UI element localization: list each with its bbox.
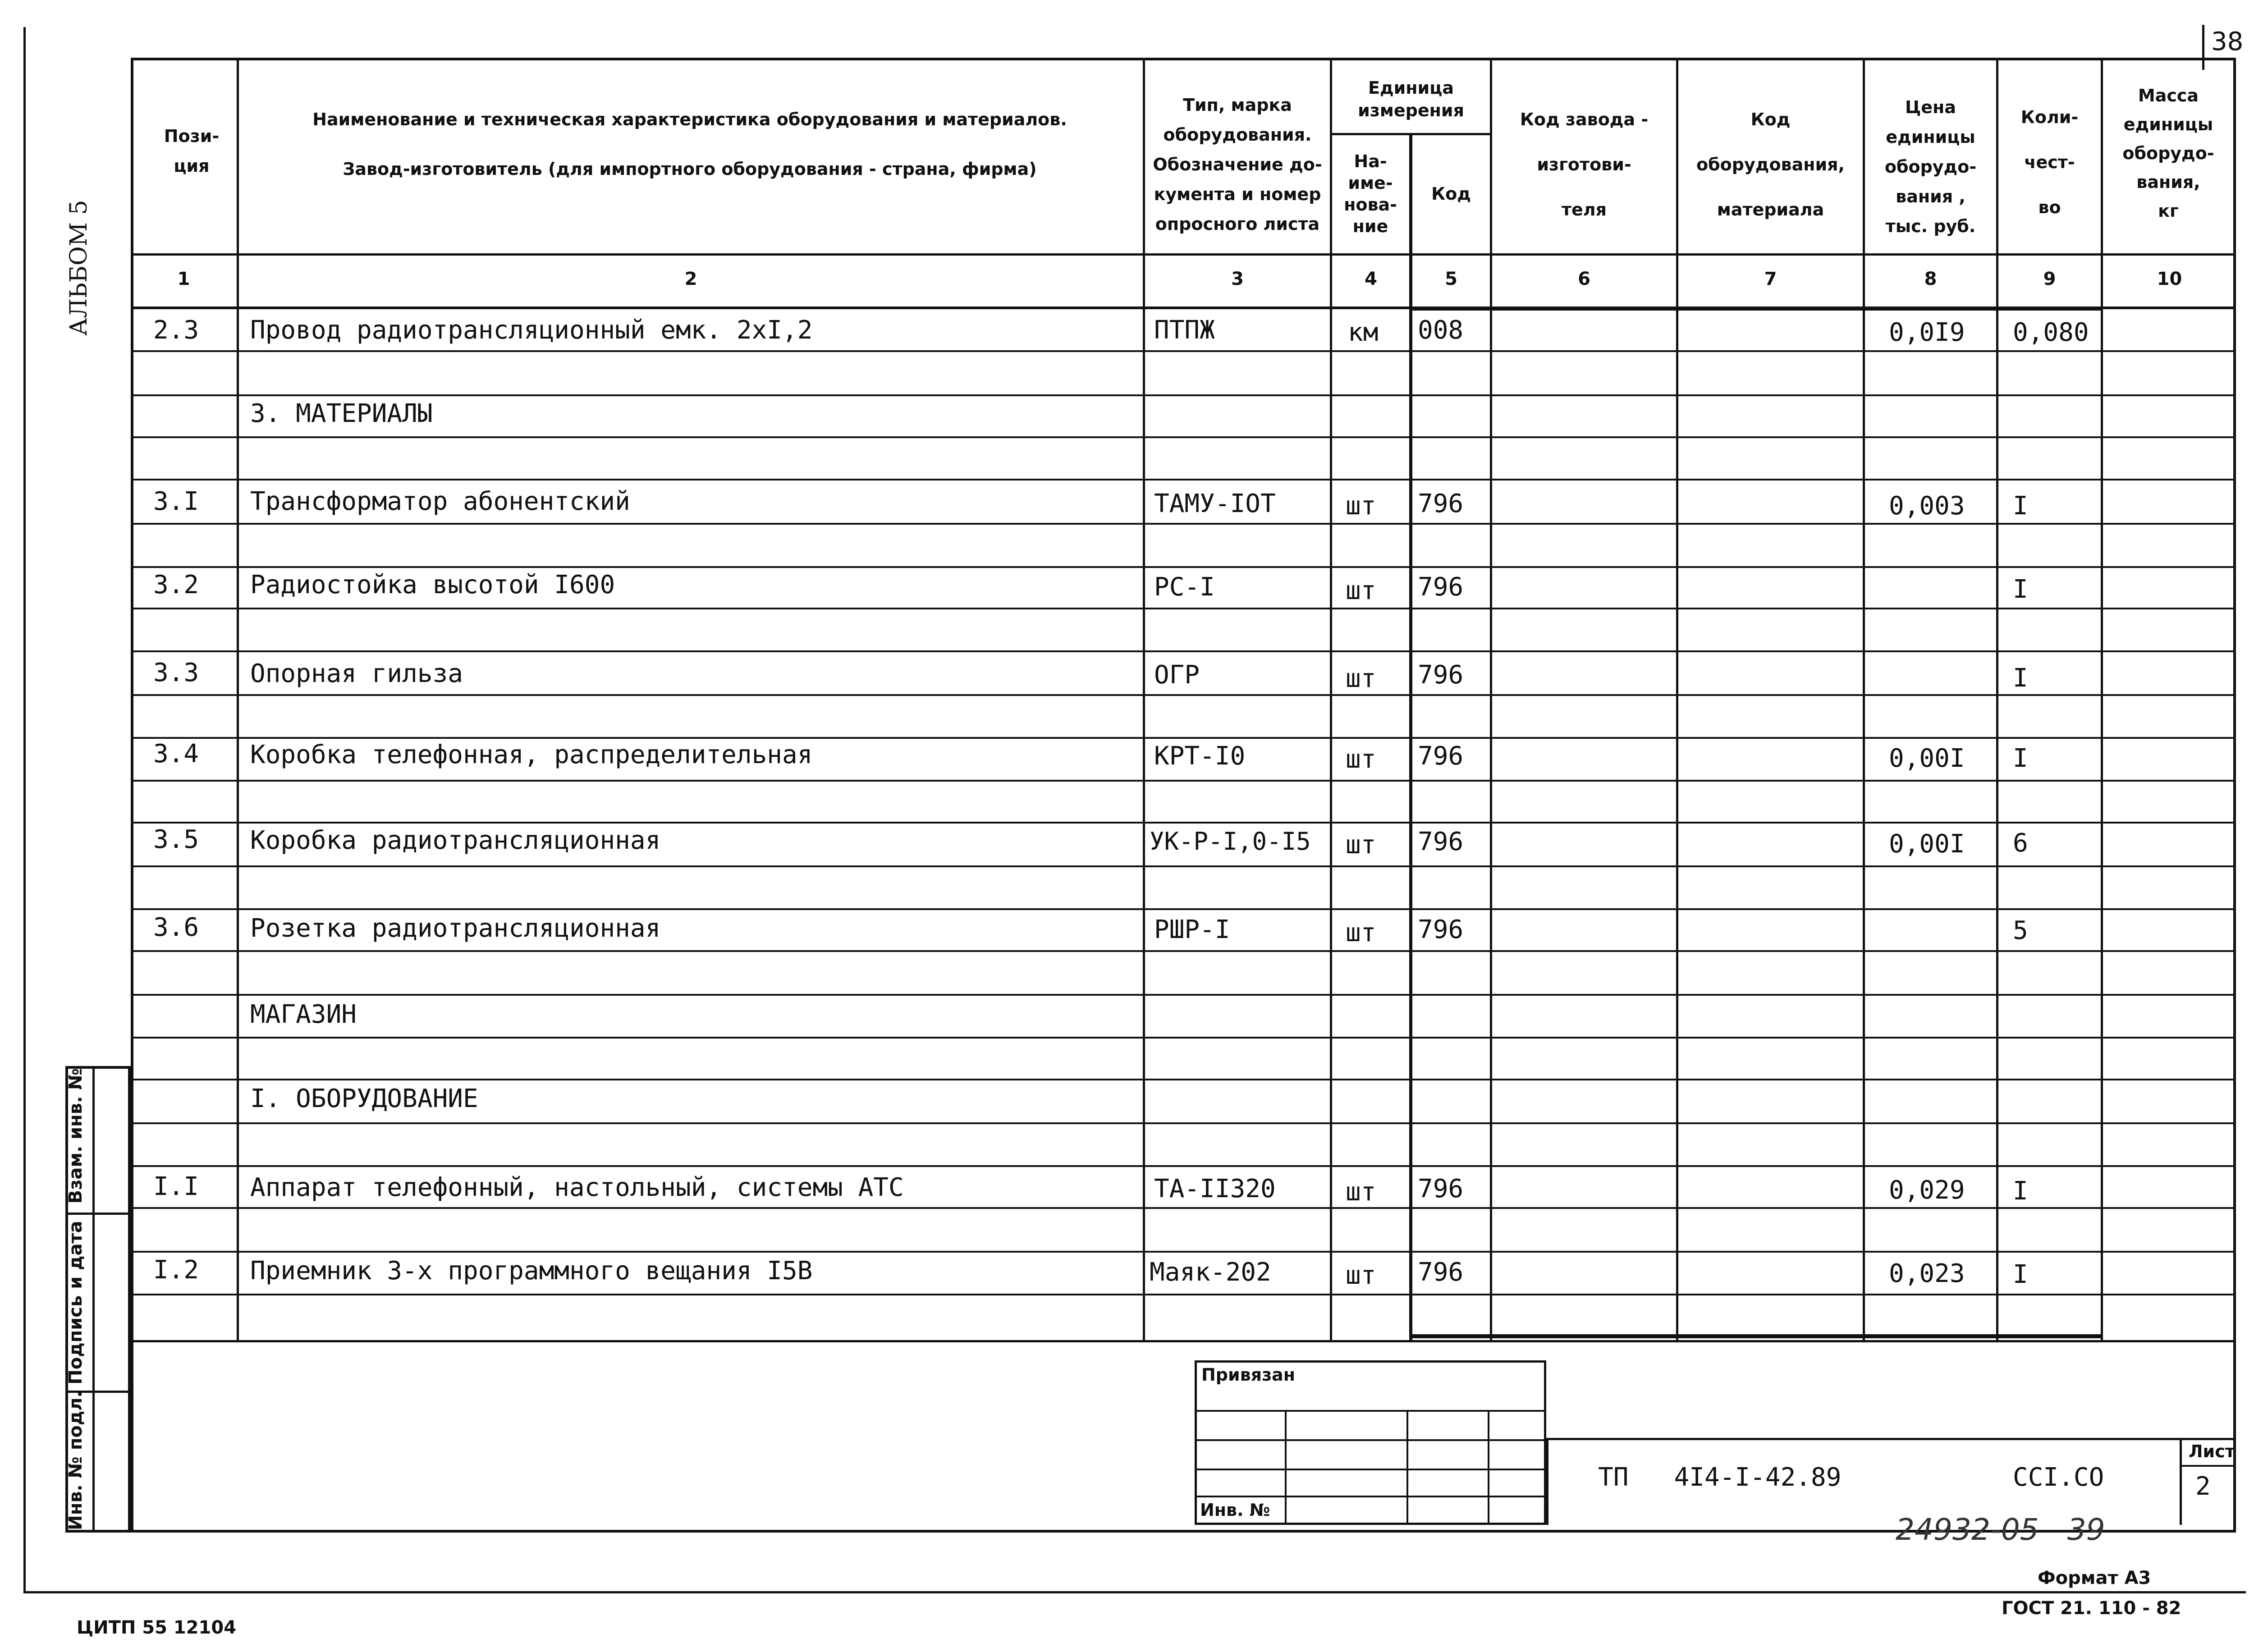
handwritten-archive-number: 24932-05 39 xyxy=(1896,1512,2105,1547)
gost-label: ГОСТ 21. 110 - 82 xyxy=(2002,1598,2181,1619)
row-price: 0,023 xyxy=(1889,1259,1965,1288)
row-unit: км xyxy=(1348,318,1379,347)
header-unit-line2: измерения xyxy=(1358,101,1464,120)
side-stamp-signature-date: Подпись и дата xyxy=(65,1221,86,1385)
album-label: АЛЬБОМ 5 xyxy=(65,200,92,336)
row-line xyxy=(131,1037,2236,1039)
row-unit: шт xyxy=(1346,830,1376,860)
header-col-10-line3: оборудо- xyxy=(2122,143,2214,163)
table-bottom-line xyxy=(131,1340,2236,1342)
thick-grid-bottom xyxy=(1409,1334,2103,1338)
row-name: Розетка радиотрансляционная xyxy=(250,914,661,943)
format-label: Формат А3 xyxy=(2038,1568,2151,1588)
header-col-8-line5: тыс. руб. xyxy=(1885,216,1976,236)
row-line xyxy=(131,1207,2236,1209)
stamp-line xyxy=(1195,1410,1546,1412)
header-col-3-line3: Обозначение до- xyxy=(1153,155,1322,174)
stamp-col xyxy=(1406,1410,1408,1525)
header-col-6-line2: изготови- xyxy=(1537,155,1631,174)
header-col-8-line4: вания , xyxy=(1896,187,1965,206)
row-line xyxy=(131,394,2236,396)
row-line xyxy=(131,865,2236,867)
row-name: Приемник 3-х программного вещания I5B xyxy=(250,1256,813,1286)
row-price: 0,00I xyxy=(1889,744,1965,773)
row-price: 0,0I9 xyxy=(1889,318,1965,347)
column-number: 9 xyxy=(2043,269,2056,289)
col-line xyxy=(1996,58,1998,1342)
title-block-top xyxy=(1546,1438,2236,1440)
row-line xyxy=(131,1165,2236,1167)
column-number: 4 xyxy=(1365,269,1377,289)
header-col-1-line2: ция xyxy=(174,156,210,176)
title-block-left xyxy=(1546,1438,1548,1525)
row-quantity: I xyxy=(2013,1260,2028,1289)
row-line xyxy=(131,780,2236,782)
left-margin-line xyxy=(23,27,26,1591)
side-stamp-original-inv: Инв. № подл. xyxy=(65,1391,86,1530)
row-unit: шт xyxy=(1346,491,1376,521)
bottom-margin-line xyxy=(23,1591,2246,1593)
row-line xyxy=(131,908,2236,910)
row-quantity: I xyxy=(2013,575,2028,604)
row-line xyxy=(131,523,2236,525)
header-col-5-line1: Код xyxy=(1431,184,1471,204)
row-line xyxy=(131,694,2236,696)
header-col-3-line2: оборудования. xyxy=(1163,125,1312,145)
header-col-10-line5: кг xyxy=(2158,201,2179,221)
stamp-line xyxy=(1195,1496,1546,1497)
row-line xyxy=(131,1294,2236,1295)
header-col-10-line1: Масса xyxy=(2138,86,2199,105)
row-line xyxy=(131,994,2236,996)
row-unit-code: 796 xyxy=(1418,572,1464,602)
row-type: РС-I xyxy=(1154,572,1215,602)
header-col-4-line3: нова- xyxy=(1344,195,1397,215)
header-col-1-line1: Пози- xyxy=(164,126,220,146)
col-line xyxy=(1863,58,1865,1342)
row-unit-code: 796 xyxy=(1418,489,1464,518)
sheet-number: 2 xyxy=(2195,1472,2211,1501)
col-line xyxy=(2101,58,2103,1342)
sheet-label: Лист xyxy=(2189,1441,2235,1461)
column-number: 7 xyxy=(1764,269,1777,289)
row-position: 3.2 xyxy=(153,570,199,599)
header-col-4 xyxy=(1332,135,1409,252)
row-name: Радиостойка высотой I600 xyxy=(250,570,615,599)
row-type: ТАМУ-IOT xyxy=(1154,489,1276,518)
row-type: УК-Р-I,0-I5 xyxy=(1150,827,1311,856)
row-unit: шт xyxy=(1346,1261,1376,1290)
stamp-line xyxy=(1195,1469,1546,1470)
row-line xyxy=(131,1079,2236,1080)
header-col-10-line2: единицы xyxy=(2123,114,2213,134)
row-position: I.2 xyxy=(153,1255,199,1285)
header-col-8-line3: оборудо- xyxy=(1884,157,1977,177)
row-name: Коробка радиотрансляционная xyxy=(250,826,661,855)
row-name: Провод радиотрансляционный емк. 2xI,2 xyxy=(250,316,813,345)
header-col-3-line4: кумента и номер xyxy=(1154,184,1321,204)
header-col-2-line2: Завод-изготовитель (для импортного оборудования - страна, фирма) xyxy=(343,159,1037,179)
side-stamp-divider xyxy=(92,1066,95,1533)
column-number: 8 xyxy=(1924,269,1937,289)
row-unit-code: 008 xyxy=(1418,316,1464,345)
row-position: 3.3 xyxy=(153,658,199,687)
header-unit-group xyxy=(1332,68,1490,131)
page-number: 38 xyxy=(2211,27,2244,56)
inv-label: Инв. № xyxy=(1200,1500,1270,1520)
row-unit-code: 796 xyxy=(1418,741,1464,771)
row-position: 2.3 xyxy=(153,316,199,345)
header-col-7-line3: материала xyxy=(1717,200,1824,220)
row-unit: шт xyxy=(1346,918,1376,947)
row-type: ОГР xyxy=(1154,660,1200,690)
header-col-9-line1: Коли- xyxy=(2020,107,2079,127)
header-col-4-line4: ние xyxy=(1352,216,1388,236)
row-line xyxy=(131,350,2236,352)
row-line xyxy=(131,608,2236,609)
row-name: Аппарат телефонный, настольный, системы АТС xyxy=(250,1173,904,1202)
header-col-2-line1: Наименование и техническая характеристика оборудования и материалов. xyxy=(312,110,1067,129)
row-unit-code: 796 xyxy=(1418,827,1464,856)
row-position: 3.6 xyxy=(153,913,199,942)
header-col-3-line1: Тип, марка xyxy=(1183,95,1292,115)
row-unit-code: 796 xyxy=(1418,915,1464,944)
column-number: 10 xyxy=(2157,269,2182,289)
row-quantity: I xyxy=(2013,1176,2028,1206)
header-col-4-line2: име- xyxy=(1348,173,1393,193)
row-price: 0,00I xyxy=(1889,829,1965,859)
stamp-col xyxy=(1285,1410,1287,1525)
row-line xyxy=(131,1251,2236,1253)
row-line xyxy=(131,737,2236,739)
thick-grid-top xyxy=(1409,307,2103,311)
header-unit-line1: Единица xyxy=(1368,78,1454,98)
header-col-7 xyxy=(1678,90,1863,239)
header-col-9-line2: чест- xyxy=(2024,152,2075,172)
header-col-3 xyxy=(1145,79,1330,250)
stamp-col xyxy=(1488,1410,1489,1525)
header-col-7-line2: оборудования, xyxy=(1696,155,1845,174)
document-suffix: ССI.СО xyxy=(2013,1463,2104,1492)
header-col-9 xyxy=(1998,90,2101,234)
row-line xyxy=(131,1122,2236,1124)
header-col-5 xyxy=(1412,135,1490,252)
col-line xyxy=(1676,58,1678,1342)
row-name: Трансформатор абонентский xyxy=(250,487,630,516)
row-unit: шт xyxy=(1346,1177,1376,1207)
header-col-8 xyxy=(1865,86,1996,248)
col-line xyxy=(1490,58,1492,1342)
footer-code: ЦИТП 55 12104 xyxy=(77,1617,237,1638)
row-position: 3.5 xyxy=(153,825,199,854)
row-line xyxy=(131,436,2236,438)
row-unit-code: 796 xyxy=(1418,1174,1464,1204)
row-unit: шт xyxy=(1346,576,1376,605)
row-quantity: 5 xyxy=(2013,916,2028,945)
row-name: Опорная гильза xyxy=(250,659,463,688)
column-number: 3 xyxy=(1231,269,1244,289)
header-col-10-line4: вания, xyxy=(2136,172,2200,192)
header-col-1 xyxy=(149,108,234,194)
section-title: I. ОБОРУДОВАНИЕ xyxy=(250,1084,478,1113)
side-stamp-replace-inv: Взам. инв. № xyxy=(65,1068,86,1204)
row-unit-code: 796 xyxy=(1418,1258,1464,1287)
sheet-box-line xyxy=(2180,1465,2236,1467)
attached-label: Привязан xyxy=(1201,1365,1296,1385)
row-line xyxy=(131,950,2236,952)
header-col-7-line1: Код xyxy=(1750,110,1791,129)
stamp-line xyxy=(1195,1439,1546,1441)
row-type: РШР-I xyxy=(1154,915,1230,944)
row-line xyxy=(131,479,2236,480)
column-number: 5 xyxy=(1445,269,1457,289)
row-quantity: I xyxy=(2013,744,2028,773)
header-col-4-line1: На- xyxy=(1354,151,1387,171)
row-quantity: I xyxy=(2013,664,2028,693)
row-type: ПТПЖ xyxy=(1154,316,1215,345)
column-number: 2 xyxy=(684,269,697,289)
header-col-10 xyxy=(2103,81,2234,225)
row-type: Маяк-202 xyxy=(1150,1258,1271,1287)
row-name: Коробка телефонная, распределительная xyxy=(250,740,813,769)
col-line xyxy=(1143,58,1145,1342)
header-col-6-line3: теля xyxy=(1561,200,1607,220)
row-quantity: 0,080 xyxy=(2013,318,2089,347)
header-col-9-line3: во xyxy=(2038,197,2061,217)
column-number: 1 xyxy=(177,269,190,289)
row-price: 0,029 xyxy=(1889,1176,1965,1205)
section-title: 3. МАТЕРИАЛЫ xyxy=(250,399,433,428)
col-line xyxy=(237,58,239,1342)
row-unit: шт xyxy=(1346,745,1376,774)
header-col-6-line1: Код завода - xyxy=(1520,110,1649,129)
row-unit: шт xyxy=(1346,664,1376,693)
row-quantity: 6 xyxy=(2013,828,2028,858)
column-number: 6 xyxy=(1578,269,1590,289)
row-type: ТА-II320 xyxy=(1154,1174,1276,1204)
row-type: КРТ-I0 xyxy=(1154,741,1246,771)
document-code: ТП 4I4-I-42.89 xyxy=(1598,1463,1842,1492)
row-unit-code: 796 xyxy=(1418,660,1464,690)
row-line xyxy=(131,650,2236,652)
row-price: 0,003 xyxy=(1889,491,1965,521)
header-col-2 xyxy=(239,99,1141,189)
row-quantity: I xyxy=(2013,491,2028,521)
header-bottom-line xyxy=(131,253,2236,256)
header-col-3-line5: опросного листа xyxy=(1155,214,1320,234)
section-title: МАГАЗИН xyxy=(250,1000,357,1029)
row-line xyxy=(131,566,2236,568)
header-col-8-line1: Цена xyxy=(1905,97,1956,117)
header-col-6 xyxy=(1492,90,1676,239)
row-position: 3.I xyxy=(153,487,199,516)
row-position: I.I xyxy=(153,1172,199,1201)
row-position: 3.4 xyxy=(153,739,199,769)
header-col-8-line2: единицы xyxy=(1886,127,1975,147)
row-line xyxy=(131,822,2236,824)
